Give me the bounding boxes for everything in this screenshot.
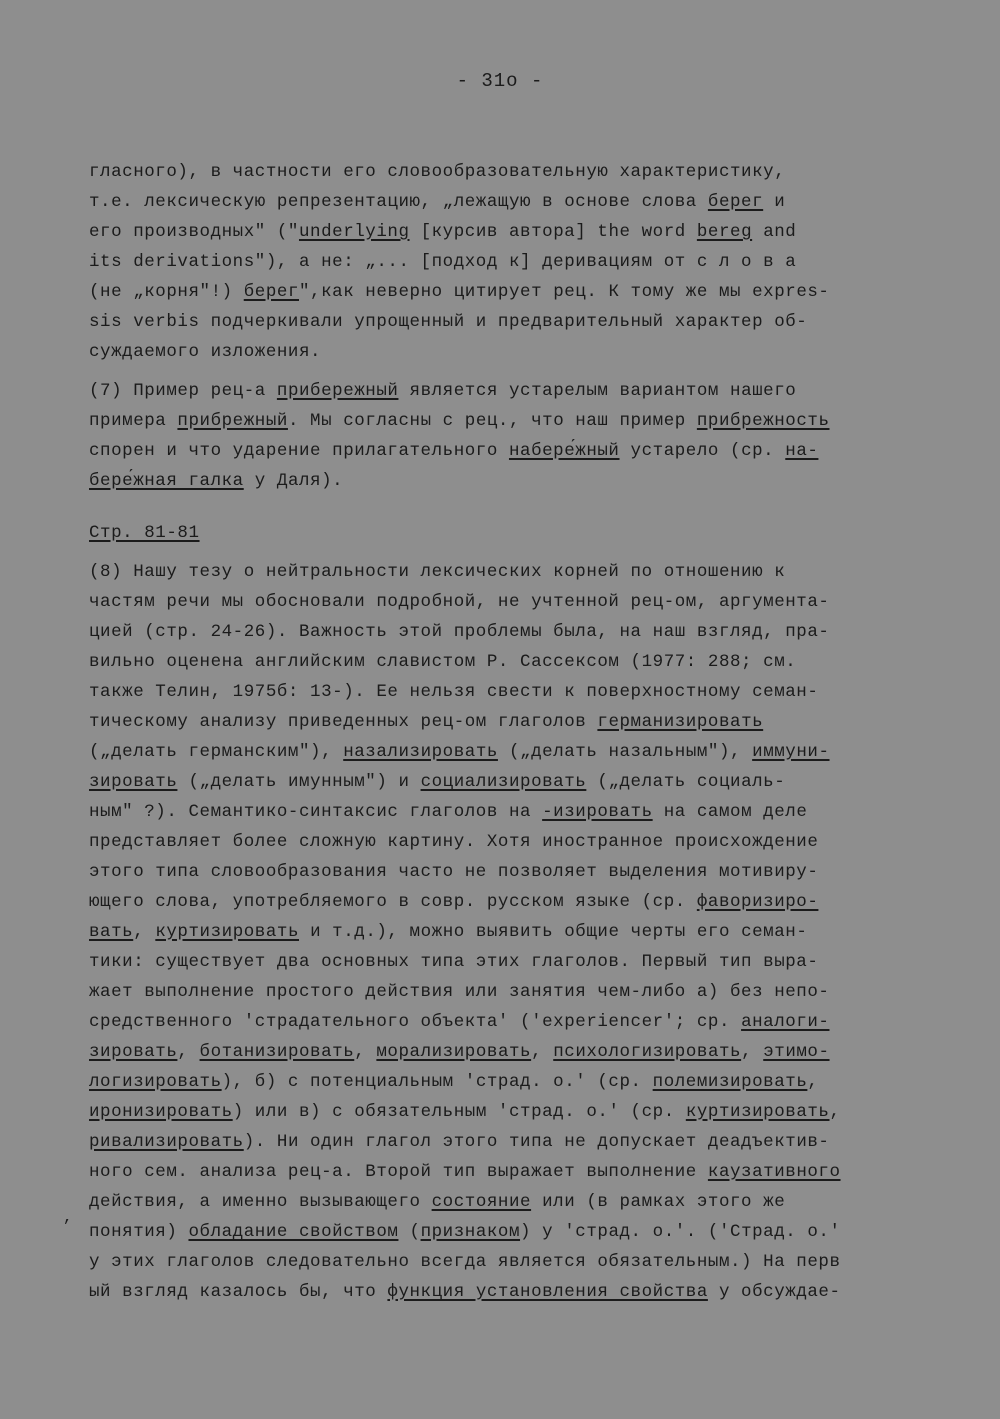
text-segment: , xyxy=(354,1042,377,1062)
text-line xyxy=(89,1127,929,1157)
text-line xyxy=(89,1097,929,1127)
underlined-term: состояние xyxy=(431,1192,532,1212)
text-segment: частям речи мы обосновали подробной, не учтенной рец-ом, аргумента- xyxy=(89,592,830,612)
text-segment: , xyxy=(829,1102,841,1122)
text-line xyxy=(89,1187,929,1217)
paragraph-gap xyxy=(89,367,929,376)
text-line xyxy=(89,677,929,707)
underlined-term: функция установления свойства xyxy=(387,1282,708,1302)
underlined-term: этимо- xyxy=(763,1042,830,1062)
text-line xyxy=(89,1037,929,1067)
underlined-term: на- xyxy=(785,441,819,461)
underlined-term: логизировать xyxy=(89,1072,222,1092)
text-segment: гласного), в частности его словообразовательную характеристику, xyxy=(89,162,786,182)
text-line xyxy=(89,1217,929,1247)
text-line xyxy=(89,337,929,367)
text-line xyxy=(89,857,929,887)
text-line xyxy=(89,247,929,277)
text-line xyxy=(89,587,929,617)
underlined-term: социализировать xyxy=(420,772,587,792)
text-segment: его производных" (" xyxy=(89,222,299,242)
text-segment: и т.д.), можно выявить общие черты его семан- xyxy=(299,922,808,942)
text-line xyxy=(89,887,929,917)
text-segment: ным" ?). Семантико-синтаксис глаголов на xyxy=(89,802,543,822)
text-segment: („делать назальным"), xyxy=(497,742,753,762)
text-segment: („делать социаль- xyxy=(586,772,786,792)
text-segment: , xyxy=(177,1042,200,1062)
underlined-term: аналоги- xyxy=(741,1012,830,1032)
text-line xyxy=(89,827,929,857)
underlined-term: ботанизировать xyxy=(199,1042,355,1062)
underlined-term: морализировать xyxy=(376,1042,532,1062)
text-segment: примера xyxy=(89,411,178,431)
text-segment: у этих глаголов следовательно всегда является обязательным.) На перв xyxy=(89,1252,841,1272)
text-segment: у обсуждае- xyxy=(707,1282,841,1302)
underlined-term: набере́жный xyxy=(508,441,620,461)
text-segment: тическому анализу приведенных рец-ом глаголов xyxy=(89,712,598,732)
underlined-term: психологизировать xyxy=(553,1042,742,1062)
text-segment: устарело (ср. xyxy=(619,441,786,461)
text-segment: этого типа словообразования часто не позволяет выделения мотивиру- xyxy=(89,862,819,882)
text-line xyxy=(89,947,929,977)
text-segment: жает выполнение простого действия или занятия чем-либо а) без непо- xyxy=(89,982,830,1002)
underlined-term: берег xyxy=(707,192,764,212)
underlined-term: bereg xyxy=(696,222,753,242)
text-segment: (7) Пример рец-а xyxy=(89,381,277,401)
text-line xyxy=(89,466,929,496)
text-line xyxy=(89,1247,929,1277)
text-segment: , xyxy=(133,922,156,942)
text-line xyxy=(89,707,929,737)
text-line xyxy=(89,917,929,947)
underlined-term: обладание свойством xyxy=(188,1222,399,1242)
text-line xyxy=(89,436,929,466)
underlined-term: фаворизиро- xyxy=(696,892,819,912)
underlined-term: прибережный xyxy=(276,381,399,401)
underlined-term: прибрежность xyxy=(696,411,830,431)
text-segment: тики: существует два основных типа этих глаголов. Первый тип выра- xyxy=(89,952,819,972)
text-segment: ый взгляд казалось бы, что xyxy=(89,1282,388,1302)
text-segment: ), б) с потенциальным 'страд. о.' (ср. xyxy=(221,1072,653,1092)
underlined-term: каузативного xyxy=(707,1162,841,1182)
text-line xyxy=(89,647,929,677)
page-number: - 31o - xyxy=(456,70,544,92)
underlined-term: underlying xyxy=(298,222,410,242)
text-segment: („делать имунным") и xyxy=(177,772,421,792)
underlined-term: вать xyxy=(89,922,134,942)
text-segment: у Даля). xyxy=(243,471,344,491)
text-segment: понятия) xyxy=(89,1222,189,1242)
text-segment: также Телин, 1975б: 13-). Ее нельзя свести к поверхностному семан- xyxy=(89,682,819,702)
text-line xyxy=(89,557,929,587)
text-line xyxy=(89,767,929,797)
paragraph-gap xyxy=(89,548,929,557)
text-segment: (не „корня"!) xyxy=(89,282,244,302)
text-line xyxy=(89,1067,929,1097)
underlined-term: иммуни- xyxy=(752,742,830,762)
text-segment: ) у 'страд. о.'. ('Страд. о.' xyxy=(520,1222,841,1242)
text-segment: представляет более сложную картину. Хотя иностранное происхождение xyxy=(89,832,819,852)
text-line xyxy=(89,1277,929,1307)
underlined-term: полемизировать xyxy=(652,1072,808,1092)
text-line xyxy=(89,737,929,767)
underlined-term: ривализировать xyxy=(89,1132,244,1152)
text-line xyxy=(89,617,929,647)
text-segment: и xyxy=(763,192,786,212)
paragraph-gap xyxy=(89,496,929,518)
text-segment: т.е. лексическую репрезентацию, „лежащую в основе слова xyxy=(89,192,708,212)
text-segment: , xyxy=(807,1072,819,1092)
text-segment: является устарелым вариантом нашего xyxy=(398,381,797,401)
text-segment: ( xyxy=(398,1222,421,1242)
underlined-term: прибрежный xyxy=(177,411,288,431)
text-line xyxy=(89,977,929,1007)
underlined-term: куртизировать xyxy=(685,1102,830,1122)
section-heading: Стр. 81-81 xyxy=(89,523,200,543)
text-segment: its derivations"), а не: „... [подход к] деривациям от с л о в а xyxy=(89,252,797,272)
text-segment: sis verbis подчеркивали упрощенный и предварительный характер об- xyxy=(89,312,808,332)
text-segment: на самом деле xyxy=(652,802,808,822)
text-line xyxy=(89,157,929,187)
text-segment: ",как неверно цитирует рец. К тому же мы expres- xyxy=(299,282,830,302)
underlined-term: -изировать xyxy=(542,802,653,822)
underlined-term: зировать xyxy=(89,772,178,792)
text-segment: . Мы согласны с рец., что наш пример xyxy=(287,411,697,431)
text-segment: ющего слова, употребляемого в совр. русском языке (ср. xyxy=(89,892,697,912)
margin-mark: , xyxy=(63,1208,73,1226)
text-segment: („делать германским"), xyxy=(89,742,344,762)
text-segment: and xyxy=(752,222,797,242)
text-segment: , xyxy=(531,1042,554,1062)
text-line xyxy=(89,406,929,436)
document-body xyxy=(89,157,929,1307)
text-segment: [курсив автора] the word xyxy=(409,222,697,242)
text-line xyxy=(89,376,929,406)
text-segment: спорен и что ударение прилагательного xyxy=(89,441,509,461)
text-segment: цией (стр. 24-26). Важность этой проблемы была, на наш взгляд, пра- xyxy=(89,622,830,642)
text-segment: суждаемого изложения. xyxy=(89,342,322,362)
text-line xyxy=(89,277,929,307)
text-segment: ) или в) с обязательным 'страд. о.' (ср. xyxy=(232,1102,686,1122)
underlined-term: иронизировать xyxy=(89,1102,233,1122)
text-segment: , xyxy=(741,1042,764,1062)
text-segment: ). Ни один глагол этого типа не допускает деадъектив- xyxy=(243,1132,830,1152)
text-segment: (8) Нашу тезу о нейтральности лексических корней по отношению к xyxy=(89,562,786,582)
underlined-term: германизировать xyxy=(597,712,764,732)
text-line xyxy=(89,797,929,827)
text-segment: средственного 'страдательного объекта' ('experiencer'; ср. xyxy=(89,1012,742,1032)
text-segment: или (в рамках этого же xyxy=(531,1192,786,1212)
text-line xyxy=(89,1007,929,1037)
underlined-term: зировать xyxy=(89,1042,178,1062)
underlined-term: куртизировать xyxy=(155,922,300,942)
underlined-term: берег xyxy=(243,282,299,302)
text-segment: ного сем. анализа рец-а. Второй тип выражает выполнение xyxy=(89,1162,708,1182)
text-segment: действия, а именно вызывающего xyxy=(89,1192,432,1212)
underlined-term: бере́жная галка xyxy=(89,471,244,491)
underlined-term: назализировать xyxy=(343,742,498,762)
text-line xyxy=(89,217,929,247)
text-line xyxy=(89,307,929,337)
text-line xyxy=(89,187,929,217)
text-segment: вильно оценена английским славистом Р. Сассексом (1977: 288; см. xyxy=(89,652,797,672)
underlined-term: признаком xyxy=(420,1222,521,1242)
text-line xyxy=(89,1157,929,1187)
